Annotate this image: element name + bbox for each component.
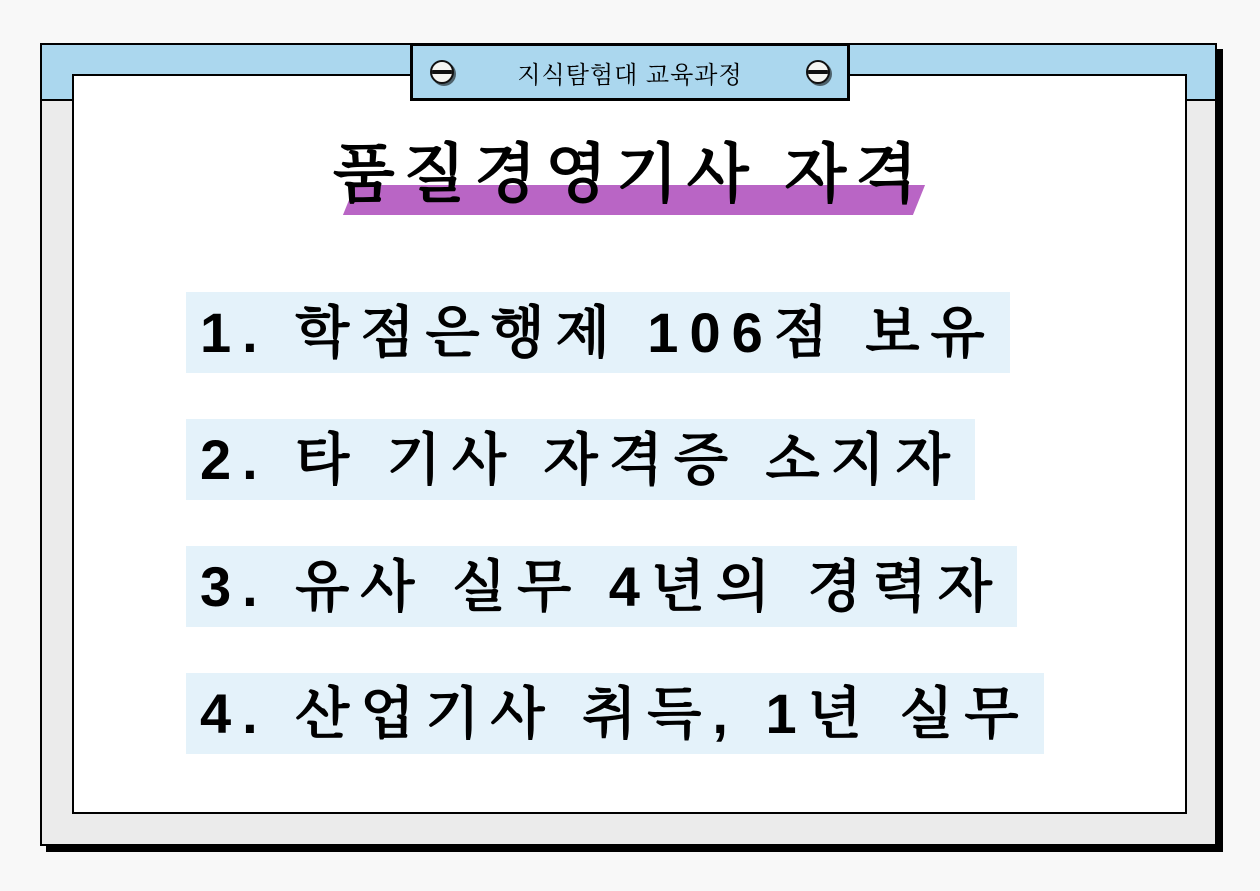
screw-head-icon — [430, 60, 454, 84]
header-tab — [410, 43, 850, 101]
list-item: 1. 학점은행제 106점 보유 — [186, 292, 1010, 373]
list-item: 2. 타 기사 자격증 소지자 — [186, 419, 975, 500]
header-tab-label: 지식탐험대 교육과정 — [517, 61, 743, 89]
screw-slot — [806, 70, 830, 74]
qualification-list — [186, 292, 1044, 800]
slide-title: 품질경영기사 자격 — [332, 138, 927, 210]
screw-head-icon — [806, 60, 830, 84]
screw-slot — [430, 70, 454, 74]
list-item: 4. 산업기사 취득, 1년 실무 — [186, 673, 1044, 754]
list-item: 3. 유사 실무 4년의 경력자 — [186, 546, 1017, 627]
